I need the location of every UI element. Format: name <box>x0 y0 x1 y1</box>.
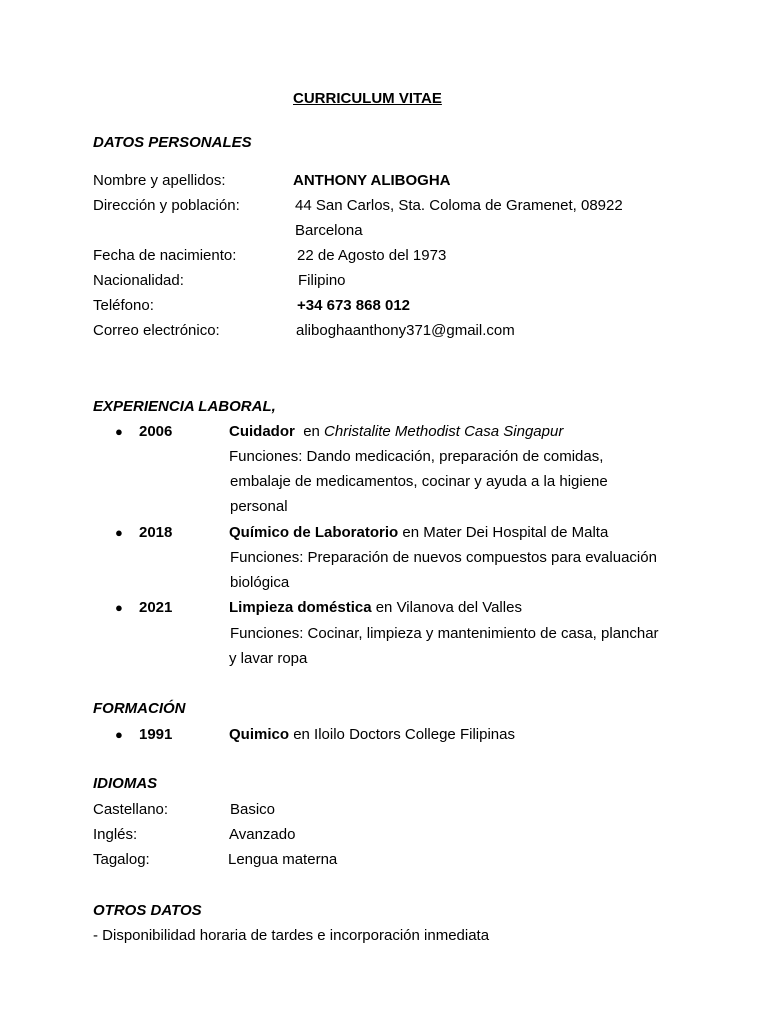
experience-place: Mater Dei Hospital de Malta <box>423 524 609 541</box>
section-heading-experience: EXPERIENCIA LABORAL, <box>93 398 276 415</box>
nationality-value: Filipino <box>298 272 346 289</box>
section-heading-languages: IDIOMAS <box>93 775 158 792</box>
experience-desc-line: Funciones: Cocinar, limpieza y mantenimiento de casa, planchar <box>230 625 659 642</box>
experience-title <box>229 524 608 542</box>
education-year: 1991 <box>139 726 173 743</box>
other-line: - Disponibilidad horaria de tardes e incorporación inmediata <box>93 927 490 944</box>
nationality-label: Nacionalidad: <box>93 272 184 289</box>
language-name: Tagalog: <box>93 851 150 868</box>
address-line-2: Barcelona <box>295 222 363 239</box>
bullet-icon: ● <box>115 727 123 742</box>
experience-title <box>229 423 563 441</box>
birth-label: Fecha de nacimiento: <box>93 247 237 264</box>
experience-desc-line: Funciones: Dando medicación, preparación de comidas, <box>229 448 604 465</box>
experience-desc-line: personal <box>230 498 288 515</box>
email-value: aliboghaanthony371@gmail.com <box>296 322 515 339</box>
language-name: Inglés: <box>93 826 138 843</box>
experience-desc-line: embalaje de medicamentos, cocinar y ayuda a la higiene <box>230 473 608 490</box>
language-name: Castellano: <box>93 801 169 818</box>
email-label: Correo electrónico: <box>93 322 220 339</box>
experience-place: Vilanova del Valles <box>396 599 522 616</box>
education-degree: Quimico <box>229 726 290 743</box>
language-level: Lengua materna <box>228 851 338 868</box>
experience-connector: en <box>375 599 393 616</box>
education-title <box>229 726 515 744</box>
experience-connector: en <box>402 524 420 541</box>
experience-connector: en <box>303 423 320 440</box>
experience-year: 2018 <box>139 524 173 541</box>
page-title: CURRICULUM VITAE <box>293 90 442 107</box>
experience-role: Químico de Laboratorio <box>229 524 399 541</box>
address-label: Dirección y población: <box>93 197 240 214</box>
experience-desc-line: Funciones: Preparación de nuevos compuestos para evaluación <box>230 549 657 566</box>
education-connector: en <box>293 726 310 743</box>
name-value: ANTHONY ALIBOGHA <box>293 172 451 189</box>
bullet-icon: ● <box>115 600 123 615</box>
phone-label: Teléfono: <box>93 297 154 314</box>
education-place: Iloilo Doctors College Filipinas <box>314 726 515 743</box>
experience-place: Christalite Methodist Casa Singapur <box>324 423 564 440</box>
bullet-icon: ● <box>115 525 123 540</box>
name-label: Nombre y apellidos: <box>93 172 226 189</box>
address-line-1: 44 San Carlos, Sta. Coloma de Gramenet, 08922 <box>295 197 623 214</box>
section-heading-personal: DATOS PERSONALES <box>93 134 252 151</box>
experience-desc-line: biológica <box>230 574 290 591</box>
experience-year: 2006 <box>139 423 173 440</box>
bullet-icon: ● <box>115 424 123 439</box>
experience-role: Cuidador <box>229 423 295 440</box>
birth-value: 22 de Agosto del 1973 <box>297 247 447 264</box>
section-heading-education: FORMACIÓN <box>93 700 186 717</box>
language-level: Basico <box>230 801 276 818</box>
experience-role: Limpieza doméstica <box>229 599 372 616</box>
experience-title <box>229 599 522 617</box>
experience-desc-line: y lavar ropa <box>229 650 308 667</box>
section-heading-other: OTROS DATOS <box>93 902 202 919</box>
phone-value: +34 673 868 012 <box>297 297 411 314</box>
experience-year: 2021 <box>139 599 173 616</box>
language-level: Avanzado <box>229 826 296 843</box>
